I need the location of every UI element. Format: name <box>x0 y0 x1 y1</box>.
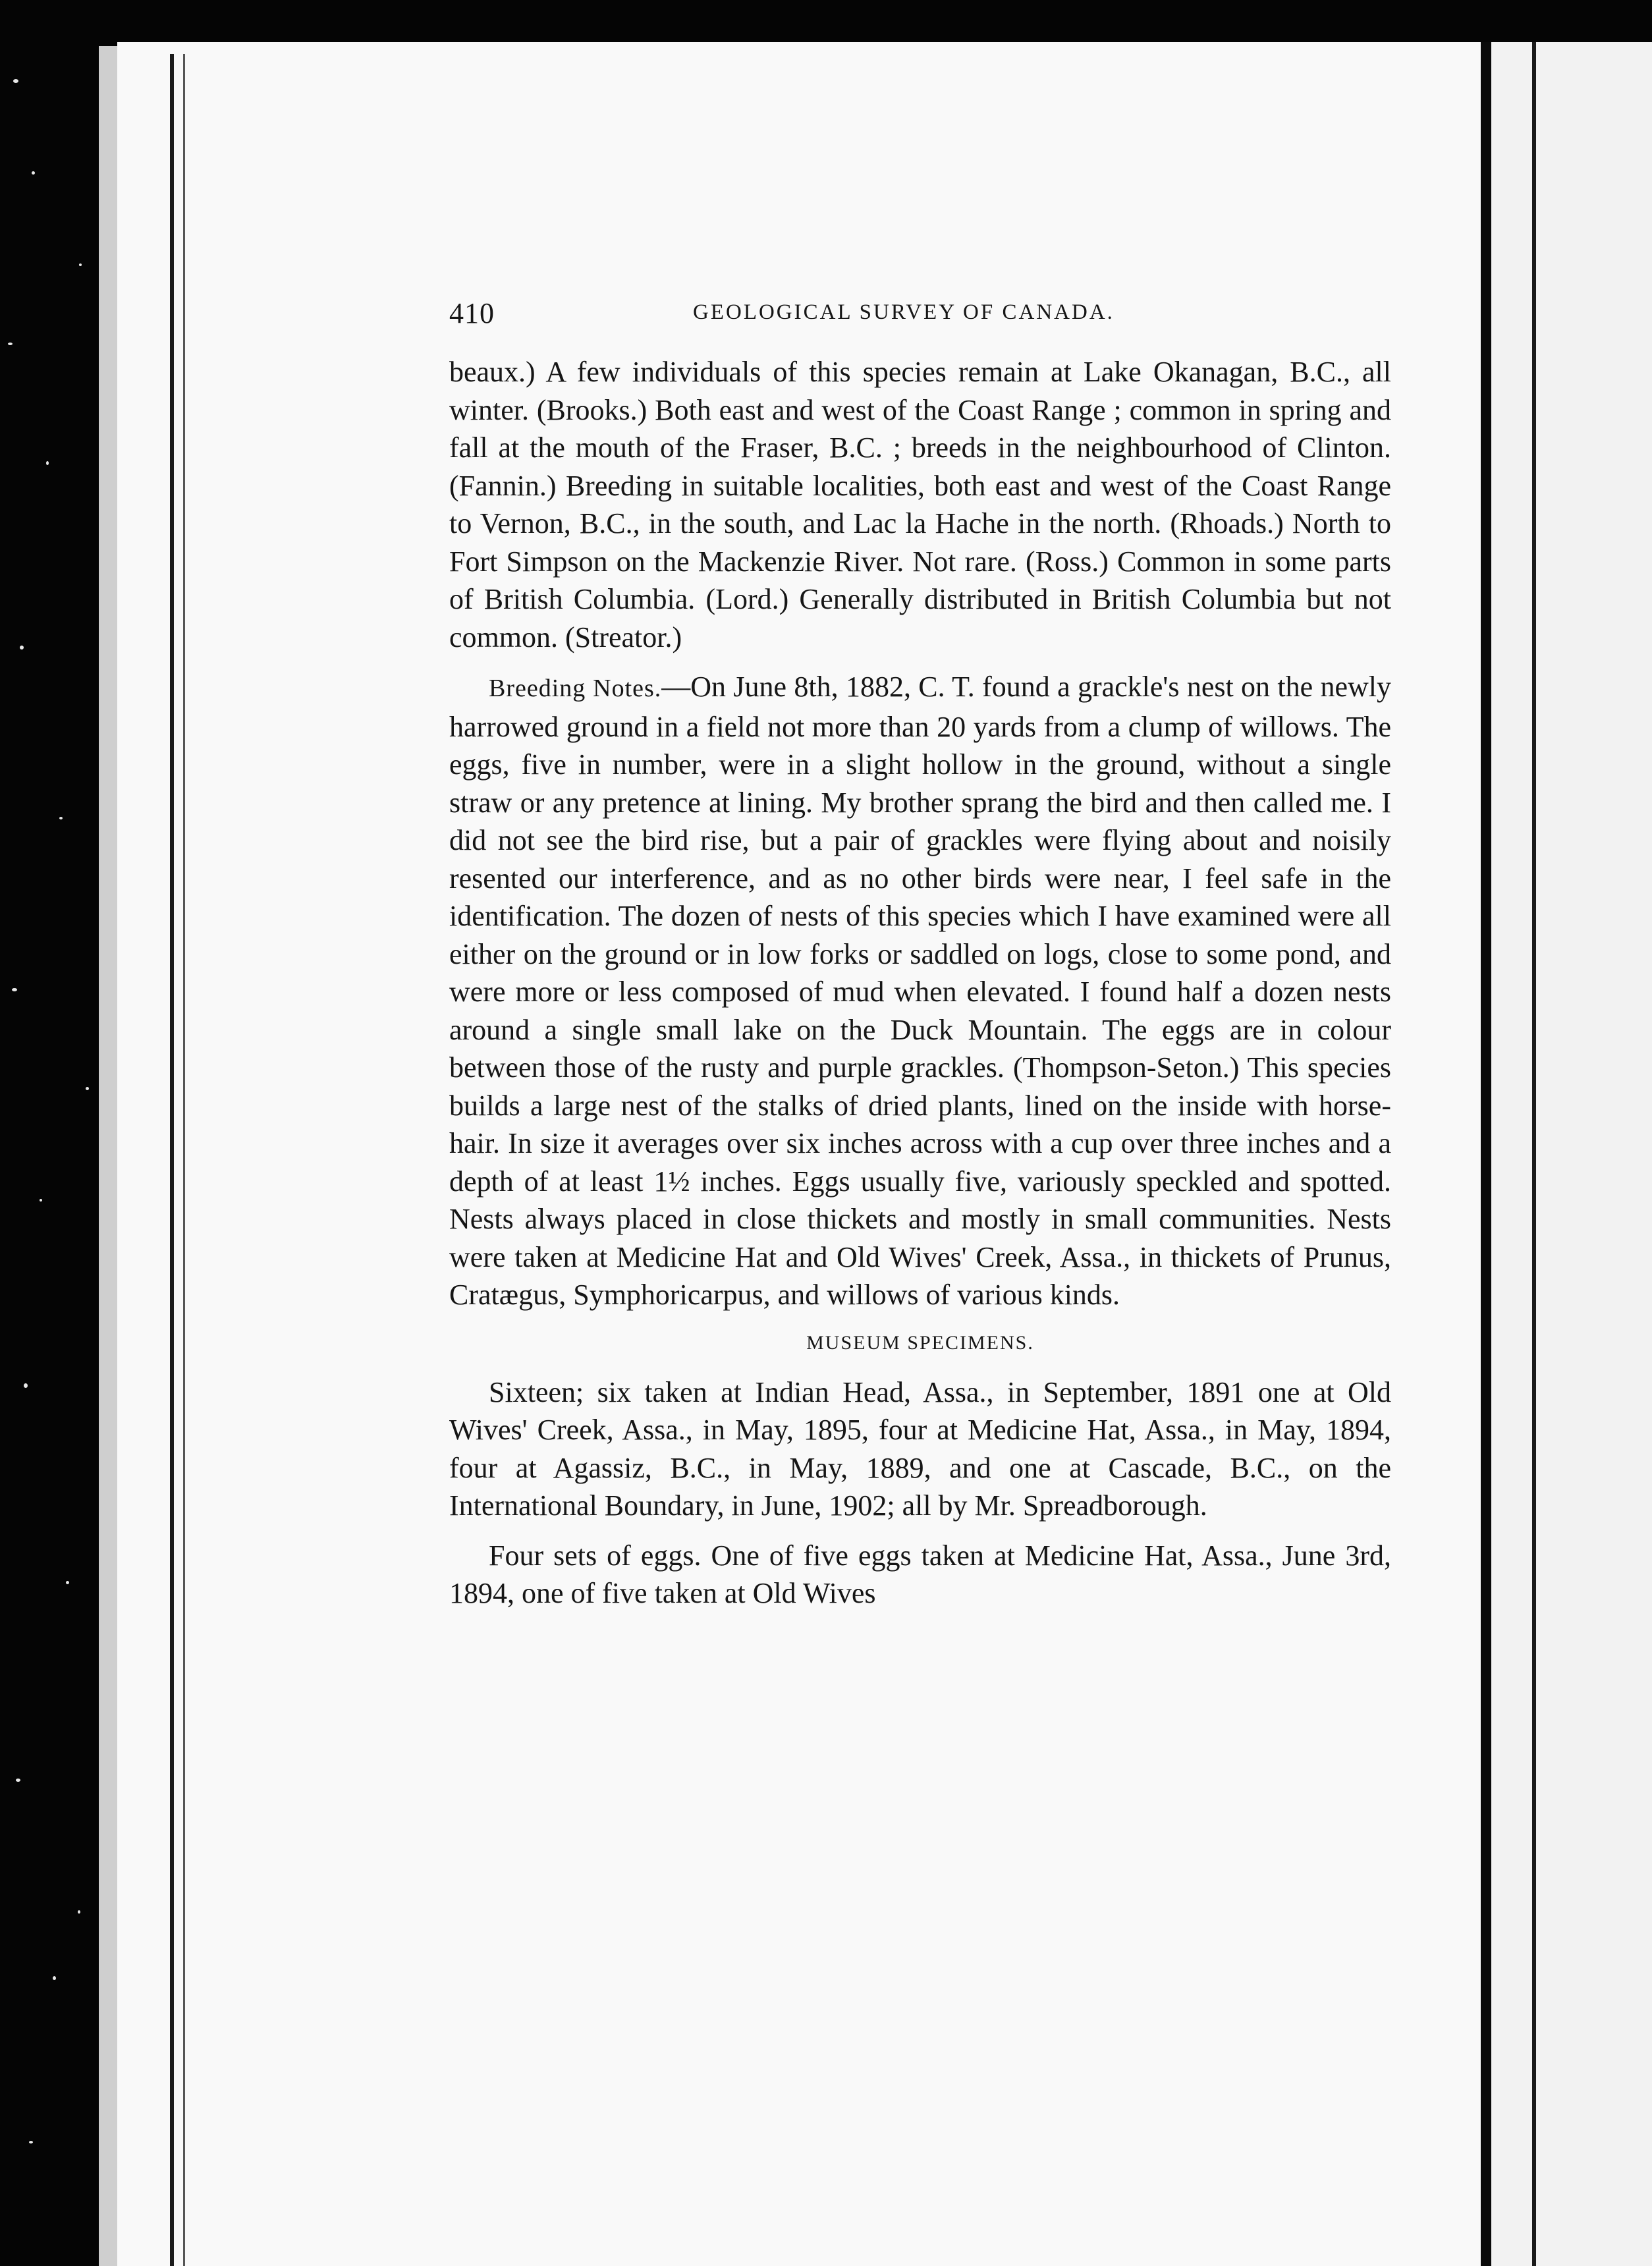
dust-speck <box>40 1199 42 1202</box>
breeding-notes-lead: Breeding Notes. <box>489 675 662 702</box>
gutter-shadow <box>1481 42 1491 2266</box>
dust-speck <box>24 1383 28 1388</box>
dust-speck <box>32 171 35 175</box>
dust-speck <box>29 2141 33 2143</box>
running-head <box>449 296 1391 336</box>
museum-specimens-heading: MUSEUM SPECIMENS. <box>806 1331 1034 1354</box>
dust-speck <box>79 263 82 266</box>
dust-speck <box>86 1087 89 1090</box>
adjacent-page-rule <box>1532 42 1536 2266</box>
dust-speck <box>59 817 63 819</box>
adjacent-page <box>1491 42 1652 2266</box>
dust-speck <box>20 646 24 649</box>
binding-rule <box>170 54 174 2266</box>
dust-speck <box>16 1779 20 1782</box>
page-edge <box>99 46 117 2266</box>
dust-speck <box>13 79 18 83</box>
dust-speck <box>12 988 17 991</box>
page-text <box>449 296 1391 1624</box>
dust-speck <box>53 1976 56 1980</box>
distribution-paragraph: beaux.) A few individuals of this species remain at Lake Okanagan, B.C., all winter. (Brooks.) Both east and west of the Coast Range ; common in spring and fall at the mouth of the Fraser, B.C. ; breeds in the neighbourhood of Clinton. (Fannin.) Breeding in suitable localities, both east and west of the Coast Range to Vernon, B.C., in the south, and Lac la Hache in the north. (Rhoads.) North to Fort Simpson on the Mackenzie River. Not rare. (Ross.) Common in some parts of British Columbia. (Lord.) Generally distributed in British Columbia but not common. (Streator.) <box>449 356 1391 653</box>
running-title: GEOLOGICAL SURVEY OF CANADA. <box>693 300 1115 324</box>
eggs-paragraph: Four sets of eggs. One of five eggs taken at Medicine Hat, Assa., June 3rd, 1894, one of five taken at Old Wives <box>449 1539 1391 1609</box>
dust-speck <box>46 461 49 465</box>
breeding-notes-paragraph <box>449 668 1391 1314</box>
binding-rule-inner <box>183 54 185 2266</box>
specimens-paragraph: Sixteen; six taken at Indian Head, Assa., in September, 1891 one at Old Wives' Creek, Assa., in May, 1895, four at Medicine Hat, Assa., in May, 1894, four at Agassiz, B.C., in May, 1889, and one at Cascade, B.C., on the International Boundary, in June, 1902; all by Mr. Spreadborough. <box>449 1375 1391 1522</box>
dust-speck <box>8 343 13 345</box>
dust-speck <box>66 1581 69 1584</box>
breeding-notes-text: —On June 8th, 1882, C. T. found a grackle's nest on the newly harrowed ground in a field not more than 20 yards from a clump of willows. The eggs, five in number, were in a slight hollow in the ground, without a single straw or any pretence at lining. My brother sprang the bird and then called me. I did not see the bird rise, but a pair of grackles were flying about and noisily resented our interference, and as no other birds were near, I feel safe in the identification. The dozen of nests of this species which I have examined were all either on the ground or in low forks or saddled on logs, close to some pond, and were more or less composed of mud when elevated. I found half a dozen nests around a single small lake on the Duck Mountain. The eggs are in colour between those of the rusty and purple grackles. (Thompson-Seton.) This species builds a large nest of the stalks of dried plants, lined on the inside with horse-hair. In size it averages over six inches across with a cup over three inches and a depth of at least 1½ inches. Eggs usually five, variously speckled and spotted. Nests always placed in close thickets and mostly in small communities. Nests were taken at Medicine Hat and Old Wives' Creek, Assa., in thickets of Prunus, Cratægus, Symphoricarpus, and willows of various kinds. <box>449 671 1391 1311</box>
page-number: 410 <box>449 297 495 329</box>
dust-speck <box>78 1910 80 1914</box>
